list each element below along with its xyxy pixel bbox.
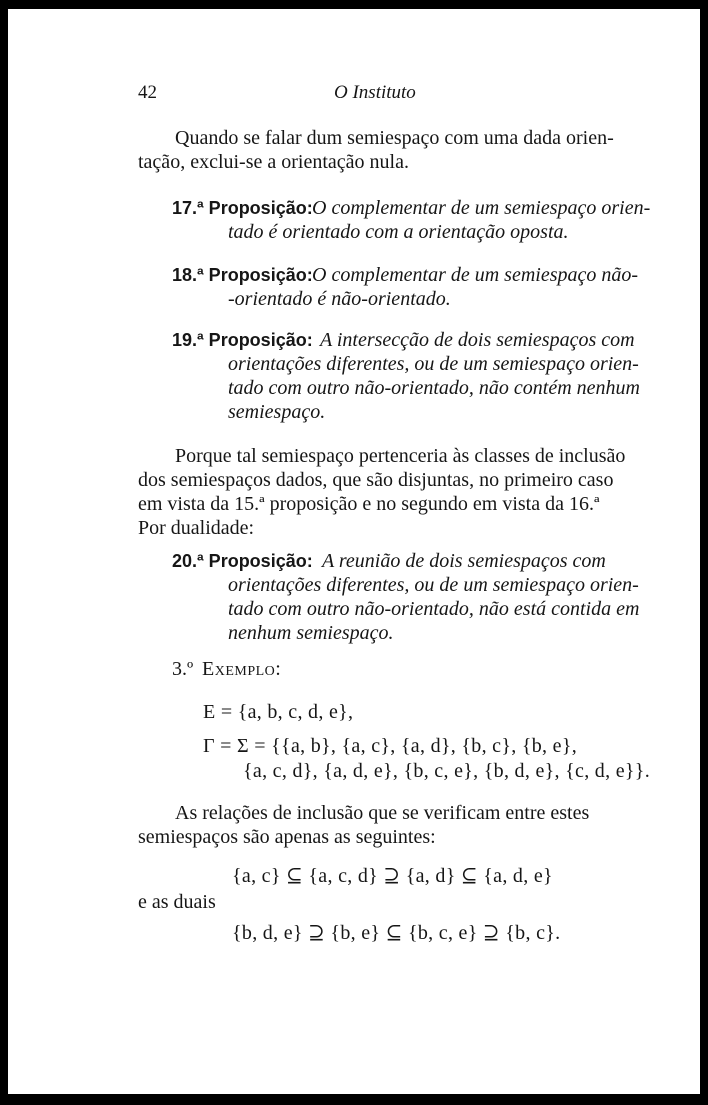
page-number: 42 xyxy=(138,82,157,103)
proposition-17-line-1: O complementar de um semiespaço orien- xyxy=(312,197,651,219)
running-title: O Instituto xyxy=(334,82,416,103)
example-title: Exemplo: xyxy=(202,658,282,680)
set-e: E = {a, b, c, d, e}, xyxy=(203,701,354,723)
proposition-17-label: 17.ª Proposição: xyxy=(172,198,313,218)
intro-line-2: tação, exclui-se a orientação nula. xyxy=(138,151,409,173)
relations-line-1: As relações de inclusão que se verificam entre estes xyxy=(175,802,590,824)
proposition-19-line-4: semiespaço. xyxy=(228,401,326,423)
proposition-19-line-2: orientações diferentes, ou de um semiespaço orien- xyxy=(228,353,639,375)
proposition-20-label: 20.ª Proposição: xyxy=(172,551,313,571)
paragraph-line-3: em vista da 15.ª proposição e no segundo em vista da 16.ª xyxy=(138,493,600,515)
proposition-18-label: 18.ª Proposição: xyxy=(172,265,313,285)
proposition-20-line-3: tado com outro não-orientado, não está contida em xyxy=(228,598,640,620)
proposition-20-line-2: orientações diferentes, ou de um semiespaço orien- xyxy=(228,574,639,596)
inclusion-chain-2: {b, d, e} ⊇ {b, e} ⊆ {b, c, e} ⊇ {b, c}. xyxy=(232,922,561,944)
relations-line-2: semiespaços são apenas as seguintes: xyxy=(138,826,436,848)
proposition-18-line-1: O complementar de um semiespaço não- xyxy=(312,264,639,286)
proposition-18-line-2: -orientado é não-orientado. xyxy=(228,288,451,310)
example-number: 3.º xyxy=(172,658,194,680)
proposition-19-line-1: A intersecção de dois semiespaços com xyxy=(320,329,635,351)
paragraph-line-4: Por dualidade: xyxy=(138,517,255,539)
proposition-20-line-1: A reunião de dois semiespaços com xyxy=(322,550,606,572)
intro-line-1: Quando se falar dum semiespaço com uma dada orien- xyxy=(175,127,614,149)
proposition-20-line-4: nenhum semiespaço. xyxy=(228,622,394,644)
proposition-17-line-2: tado é orientado com a orientação oposta. xyxy=(228,221,569,243)
inclusion-chain-1: {a, c} ⊆ {a, c, d} ⊇ {a, d} ⊆ {a, d, e} xyxy=(232,865,553,887)
gamma-sigma-line-2: {a, c, d}, {a, d, e}, {b, c, e}, {b, d, e}, {c, d, e}}. xyxy=(243,760,650,782)
proposition-19-label: 19.ª Proposição: xyxy=(172,330,313,350)
paragraph-line-2: dos semiespaços dados, que são disjuntas, no primeiro caso xyxy=(138,469,614,491)
duals-connector: e as duais xyxy=(138,891,216,913)
paragraph-line-1: Porque tal semiespaço pertenceria às classes de inclusão xyxy=(175,445,626,467)
gamma-sigma-line-1: Γ = Σ = {{a, b}, {a, c}, {a, d}, {b, c}, {b, e}, xyxy=(203,735,578,757)
proposition-19-line-3: tado com outro não-orientado, não contém nenhum xyxy=(228,377,640,399)
